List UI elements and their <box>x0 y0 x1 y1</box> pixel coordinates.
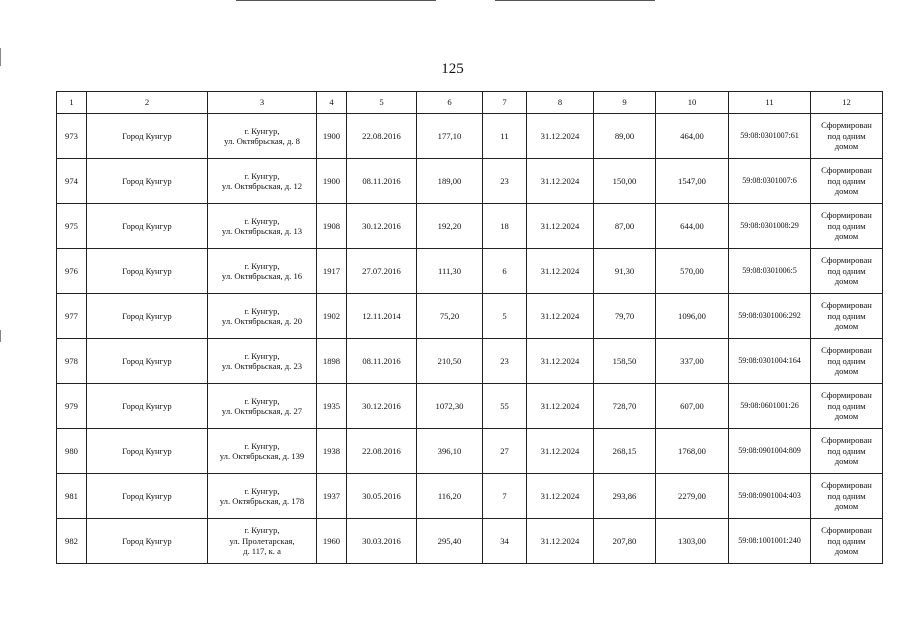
cell-status: Сформирован под одним домом <box>811 204 883 249</box>
cell-row-number: 982 <box>57 519 87 564</box>
cell-area: 75,20 <box>417 294 483 339</box>
cell-build-year: 1960 <box>317 519 347 564</box>
cell-status: Сформирован под одним домом <box>811 339 883 384</box>
cell-deadline: 31.12.2024 <box>527 339 594 384</box>
cell-row-number: 973 <box>57 114 87 159</box>
cell-area: 177,10 <box>417 114 483 159</box>
table-row <box>57 294 883 339</box>
cell-land-area: 79,70 <box>594 294 656 339</box>
cell-status: Сформирован под одним домом <box>811 159 883 204</box>
cell-row-number: 975 <box>57 204 87 249</box>
header-cell: 3 <box>208 92 317 114</box>
table-row <box>57 384 883 429</box>
header-cell: 7 <box>483 92 527 114</box>
cell-municipality: Город Кунгур <box>87 114 208 159</box>
cell-cost: 464,00 <box>656 114 729 159</box>
cell-residents: 18 <box>483 204 527 249</box>
cell-build-year: 1900 <box>317 159 347 204</box>
cell-deadline: 31.12.2024 <box>527 429 594 474</box>
cell-status: Сформирован под одним домом <box>811 474 883 519</box>
cell-build-year: 1935 <box>317 384 347 429</box>
cell-address: г. Кунгур, ул. Октябрьская, д. 27 <box>208 384 317 429</box>
cell-row-number: 980 <box>57 429 87 474</box>
cell-status: Сформирован под одним домом <box>811 294 883 339</box>
cell-status: Сформирован под одним домом <box>811 249 883 294</box>
header-cell: 12 <box>811 92 883 114</box>
cell-build-year: 1902 <box>317 294 347 339</box>
cell-residents: 55 <box>483 384 527 429</box>
cell-municipality: Город Кунгур <box>87 249 208 294</box>
scan-edge-line <box>0 330 1 342</box>
cell-cost: 570,00 <box>656 249 729 294</box>
cell-build-year: 1908 <box>317 204 347 249</box>
register-table <box>56 91 883 564</box>
cell-deadline: 31.12.2024 <box>527 294 594 339</box>
cell-build-year: 1938 <box>317 429 347 474</box>
cell-build-year: 1898 <box>317 339 347 384</box>
cell-cost: 1547,00 <box>656 159 729 204</box>
cell-residents: 7 <box>483 474 527 519</box>
table-row <box>57 429 883 474</box>
table-row <box>57 339 883 384</box>
cell-residents: 11 <box>483 114 527 159</box>
table-row <box>57 204 883 249</box>
cell-land-area: 207,80 <box>594 519 656 564</box>
cell-land-area: 158,50 <box>594 339 656 384</box>
cell-address: г. Кунгур, ул. Октябрьская, д. 139 <box>208 429 317 474</box>
cell-municipality: Город Кунгур <box>87 519 208 564</box>
cell-date: 12.11.2014 <box>347 294 417 339</box>
cell-land-area: 87,00 <box>594 204 656 249</box>
cell-date: 08.11.2016 <box>347 339 417 384</box>
cell-land-area: 293,86 <box>594 474 656 519</box>
cell-cadastral-number: 59:08:0601001:26 <box>729 384 811 429</box>
cell-residents: 23 <box>483 159 527 204</box>
cell-area: 116,20 <box>417 474 483 519</box>
header-cell: 5 <box>347 92 417 114</box>
page-number: 125 <box>441 61 464 77</box>
cell-cadastral-number: 59:08:0901004:403 <box>729 474 811 519</box>
header-cell: 1 <box>57 92 87 114</box>
header-cell: 6 <box>417 92 483 114</box>
cell-cadastral-number: 59:08:0301004:164 <box>729 339 811 384</box>
cell-row-number: 976 <box>57 249 87 294</box>
cell-status: Сформирован под одним домом <box>811 114 883 159</box>
table-row <box>57 474 883 519</box>
cell-residents: 27 <box>483 429 527 474</box>
header-cell: 9 <box>594 92 656 114</box>
cell-cost: 1096,00 <box>656 294 729 339</box>
cell-build-year: 1900 <box>317 114 347 159</box>
cell-build-year: 1917 <box>317 249 347 294</box>
cell-cadastral-number: 59:08:0301006:5 <box>729 249 811 294</box>
cell-area: 210,50 <box>417 339 483 384</box>
scan-edge-line <box>236 0 436 1</box>
cell-municipality: Город Кунгур <box>87 294 208 339</box>
cell-date: 30.12.2016 <box>347 204 417 249</box>
cell-area: 295,40 <box>417 519 483 564</box>
cell-municipality: Город Кунгур <box>87 339 208 384</box>
cell-date: 30.12.2016 <box>347 384 417 429</box>
cell-address: г. Кунгур, ул. Октябрьская, д. 8 <box>208 114 317 159</box>
header-cell: 8 <box>527 92 594 114</box>
cell-cadastral-number: 59:08:0301006:292 <box>729 294 811 339</box>
cell-deadline: 31.12.2024 <box>527 204 594 249</box>
cell-municipality: Город Кунгур <box>87 159 208 204</box>
cell-row-number: 979 <box>57 384 87 429</box>
cell-cadastral-number: 59:08:0301008:29 <box>729 204 811 249</box>
cell-land-area: 89,00 <box>594 114 656 159</box>
cell-residents: 23 <box>483 339 527 384</box>
cell-area: 189,00 <box>417 159 483 204</box>
cell-area: 192,20 <box>417 204 483 249</box>
cell-date: 22.08.2016 <box>347 429 417 474</box>
cell-date: 30.05.2016 <box>347 474 417 519</box>
cell-cost: 1768,00 <box>656 429 729 474</box>
cell-residents: 34 <box>483 519 527 564</box>
table-row <box>57 159 883 204</box>
table-body <box>57 114 883 564</box>
cell-cadastral-number: 59:08:0301007:61 <box>729 114 811 159</box>
cell-address: г. Кунгур, ул. Октябрьская, д. 23 <box>208 339 317 384</box>
cell-area: 111,30 <box>417 249 483 294</box>
header-cell: 11 <box>729 92 811 114</box>
cell-address: г. Кунгур, ул. Пролетарская, д. 117, к. а <box>208 519 317 564</box>
table-row <box>57 519 883 564</box>
cell-status: Сформирован под одним домом <box>811 384 883 429</box>
header-cell: 4 <box>317 92 347 114</box>
cell-cost: 2279,00 <box>656 474 729 519</box>
cell-deadline: 31.12.2024 <box>527 159 594 204</box>
cell-residents: 5 <box>483 294 527 339</box>
cell-row-number: 981 <box>57 474 87 519</box>
cell-build-year: 1937 <box>317 474 347 519</box>
cell-residents: 6 <box>483 249 527 294</box>
cell-date: 08.11.2016 <box>347 159 417 204</box>
cell-cadastral-number: 59:08:0301007:6 <box>729 159 811 204</box>
cell-land-area: 728,70 <box>594 384 656 429</box>
cell-address: г. Кунгур, ул. Октябрьская, д. 16 <box>208 249 317 294</box>
cell-row-number: 974 <box>57 159 87 204</box>
table-row <box>57 249 883 294</box>
header-cell: 10 <box>656 92 729 114</box>
cell-cost: 644,00 <box>656 204 729 249</box>
cell-area: 1072,30 <box>417 384 483 429</box>
cell-status: Сформирован под одним домом <box>811 429 883 474</box>
cell-date: 27.07.2016 <box>347 249 417 294</box>
cell-municipality: Город Кунгур <box>87 429 208 474</box>
table-row <box>57 114 883 159</box>
cell-area: 396,10 <box>417 429 483 474</box>
header-cell: 2 <box>87 92 208 114</box>
cell-row-number: 977 <box>57 294 87 339</box>
header-row <box>57 92 883 114</box>
cell-address: г. Кунгур, ул. Октябрьская, д. 12 <box>208 159 317 204</box>
cell-municipality: Город Кунгур <box>87 204 208 249</box>
cell-cost: 607,00 <box>656 384 729 429</box>
cell-cost: 1303,00 <box>656 519 729 564</box>
cell-deadline: 31.12.2024 <box>527 384 594 429</box>
cell-address: г. Кунгур, ул. Октябрьская, д. 13 <box>208 204 317 249</box>
cell-address: г. Кунгур, ул. Октябрьская, д. 20 <box>208 294 317 339</box>
cell-land-area: 150,00 <box>594 159 656 204</box>
cell-deadline: 31.12.2024 <box>527 474 594 519</box>
cell-municipality: Город Кунгур <box>87 474 208 519</box>
cell-date: 22.08.2016 <box>347 114 417 159</box>
cell-date: 30.03.2016 <box>347 519 417 564</box>
cell-cadastral-number: 59:08:1001001:240 <box>729 519 811 564</box>
cell-cost: 337,00 <box>656 339 729 384</box>
cell-status: Сформирован под одним домом <box>811 519 883 564</box>
cell-land-area: 91,30 <box>594 249 656 294</box>
cell-deadline: 31.12.2024 <box>527 519 594 564</box>
scan-edge-line <box>495 0 655 1</box>
cell-municipality: Город Кунгур <box>87 384 208 429</box>
cell-row-number: 978 <box>57 339 87 384</box>
cell-deadline: 31.12.2024 <box>527 249 594 294</box>
cell-address: г. Кунгур, ул. Октябрьская, д. 178 <box>208 474 317 519</box>
cell-deadline: 31.12.2024 <box>527 114 594 159</box>
cell-cadastral-number: 59:08:0901004:809 <box>729 429 811 474</box>
cell-land-area: 268,15 <box>594 429 656 474</box>
